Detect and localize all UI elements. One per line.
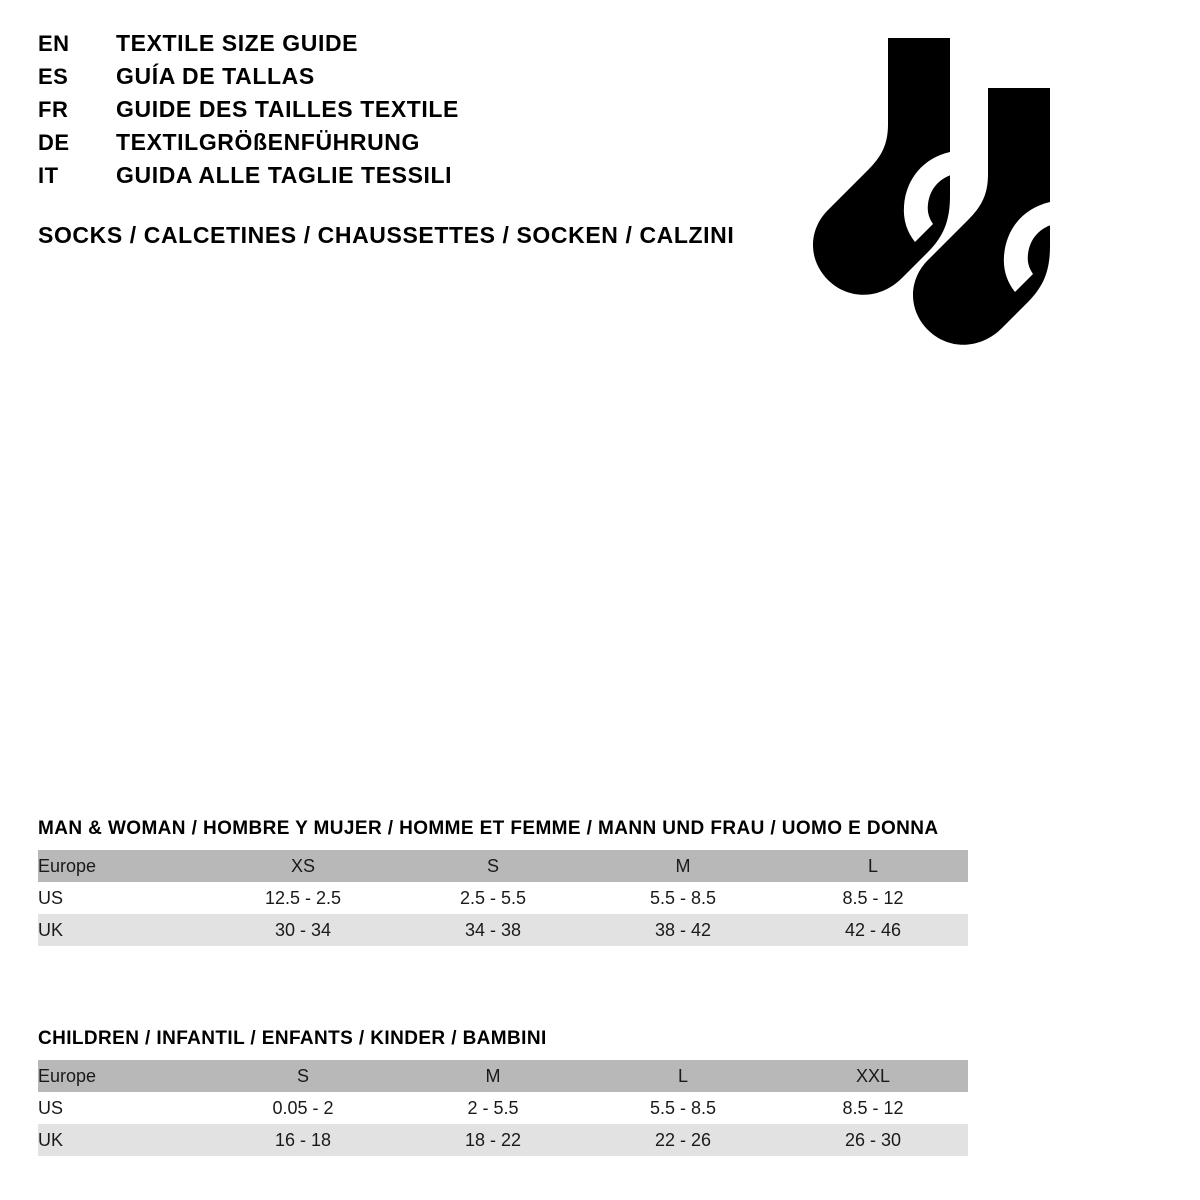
language-title: TEXTILE SIZE GUIDE [116,30,359,56]
row-label: US [38,1092,208,1124]
language-row [38,162,758,195]
table-row [38,850,968,882]
table-cell: 2 - 5.5 [398,1092,588,1124]
table-cell: 30 - 34 [208,914,398,946]
table-cell: 2.5 - 5.5 [398,882,588,914]
table-cell: L [778,850,968,882]
row-label: US [38,882,208,914]
table-cell: 12.5 - 2.5 [208,882,398,914]
table-cell: 38 - 42 [588,914,778,946]
table-cell: S [398,850,588,882]
row-label: UK [38,914,208,946]
language-code: EN [38,31,70,56]
language-code: ES [38,64,69,89]
table-cell: 26 - 30 [778,1124,968,1156]
table-row [38,1092,968,1124]
row-label: UK [38,1124,208,1156]
table-cell: 5.5 - 8.5 [588,882,778,914]
table-row [38,1124,968,1156]
table-cell: 8.5 - 12 [778,882,968,914]
table-cell: M [588,850,778,882]
table-cell: 0.05 - 2 [208,1092,398,1124]
table-row [38,882,968,914]
language-list [38,30,758,195]
children-size-table [38,1060,968,1156]
language-row [38,129,758,162]
row-label: Europe [38,850,208,882]
language-title: TEXTILGRÖßENFÜHRUNG [116,129,420,155]
table-cell: 42 - 46 [778,914,968,946]
product-category-line: SOCKS / CALCETINES / CHAUSSETTES / SOCKEN / CALZINI [38,222,735,248]
row-label: Europe [38,1060,208,1092]
language-row [38,30,758,63]
table-cell: XS [208,850,398,882]
language-code: IT [38,163,59,188]
table-cell: 22 - 26 [588,1124,778,1156]
language-code: DE [38,130,70,155]
language-title: GUIDA ALLE TAGLIE TESSILI [116,162,453,188]
table-cell: 5.5 - 8.5 [588,1092,778,1124]
adults-size-table [38,850,968,946]
children-size-block [38,1028,968,1156]
children-table-title: CHILDREN / INFANTIL / ENFANTS / KINDER / BAMBINI [38,1028,547,1049]
table-cell: M [398,1060,588,1092]
adults-size-block [38,818,968,946]
table-cell: 8.5 - 12 [778,1092,968,1124]
language-title: GUIDE DES TAILLES TEXTILE [116,96,459,122]
language-code: FR [38,97,69,122]
table-row [38,1060,968,1092]
table-cell: 16 - 18 [208,1124,398,1156]
socks-icon [800,20,1140,360]
table-cell: XXL [778,1060,968,1092]
table-cell: L [588,1060,778,1092]
language-row [38,63,758,96]
table-cell: S [208,1060,398,1092]
table-row [38,914,968,946]
language-title: GUÍA DE TALLAS [116,63,315,89]
adults-table-title: MAN & WOMAN / HOMBRE Y MUJER / HOMME ET FEMME / MANN UND FRAU / UOMO E DONNA [38,818,939,839]
table-cell: 34 - 38 [398,914,588,946]
language-row [38,96,758,129]
table-cell: 18 - 22 [398,1124,588,1156]
